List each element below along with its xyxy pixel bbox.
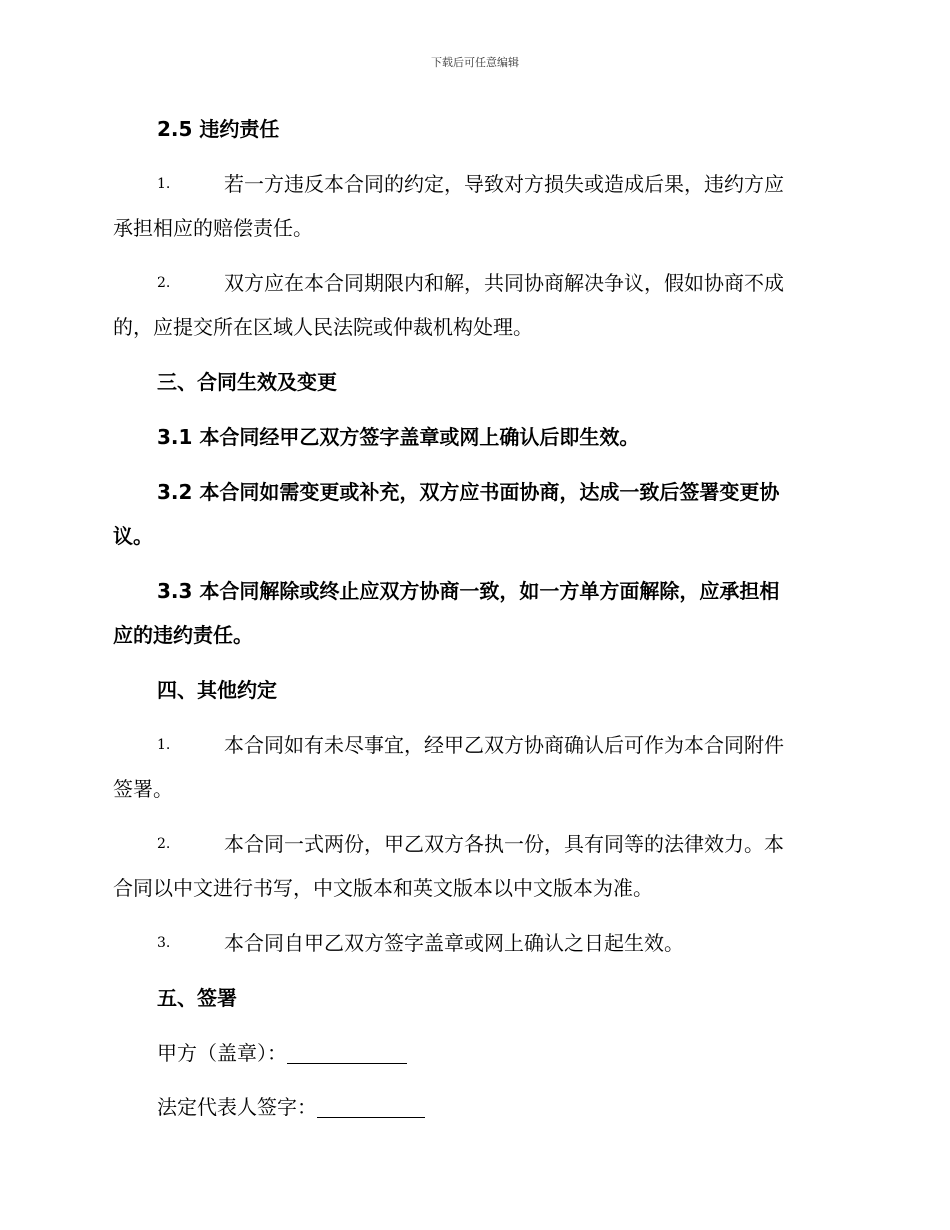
item-text: 双方应在本合同期限内和解，共同协商解决争议，假如协商不成	[224, 271, 784, 295]
item-text-cont: 承担相应的赔偿责任。	[113, 216, 313, 240]
item-text-cont: 的，应提交所在区域人民法院或仲裁机构处理。	[113, 315, 533, 339]
item-text: 若一方违反本合同的约定，导致对方损失或造成后果，违约方应	[224, 172, 784, 196]
legal-rep-signature-blank	[317, 1097, 425, 1118]
clause-3-2: 3.2 本合同如需变更或补充，双方应书面协商，达成一致后签署变更协	[157, 480, 780, 504]
party-a-signature-blank	[287, 1043, 407, 1064]
clause-3-3-cont: 应的违约责任。	[113, 623, 253, 647]
item-number: 3.	[157, 935, 171, 951]
section-title-5: 五、签署	[157, 986, 237, 1010]
section-title-4: 四、其他约定	[157, 678, 277, 702]
party-a-signature-row	[157, 1040, 407, 1066]
item-number: 2.	[157, 275, 171, 291]
clause-3-1: 3.1 本合同经甲乙双方签字盖章或网上确认后即生效。	[157, 425, 640, 449]
page-header: 下载后可任意编辑	[431, 56, 519, 69]
section-title-2-5: 2.5 违约责任	[157, 117, 280, 141]
clause-3-2-cont: 议。	[113, 524, 153, 548]
party-a-label: 甲方（盖章）：	[157, 1041, 287, 1065]
item-text-cont: 合同以中文进行书写，中文版本和英文版本以中文版本为准。	[113, 876, 653, 900]
legal-rep-signature-row	[157, 1094, 425, 1120]
item-number: 1.	[157, 176, 171, 192]
section-title-3: 三、合同生效及变更	[157, 370, 337, 394]
item-number: 1.	[157, 737, 171, 753]
item-text: 本合同一式两份，甲乙双方各执一份，具有同等的法律效力。本	[224, 832, 784, 856]
item-text: 本合同自甲乙双方签字盖章或网上确认之日起生效。	[224, 931, 684, 955]
legal-rep-label: 法定代表人签字：	[157, 1095, 317, 1119]
item-number: 2.	[157, 836, 171, 852]
clause-3-3: 3.3 本合同解除或终止应双方协商一致，如一方单方面解除，应承担相	[157, 579, 780, 603]
item-text-cont: 签署。	[113, 777, 173, 801]
item-text: 本合同如有未尽事宜，经甲乙双方协商确认后可作为本合同附件	[224, 733, 784, 757]
